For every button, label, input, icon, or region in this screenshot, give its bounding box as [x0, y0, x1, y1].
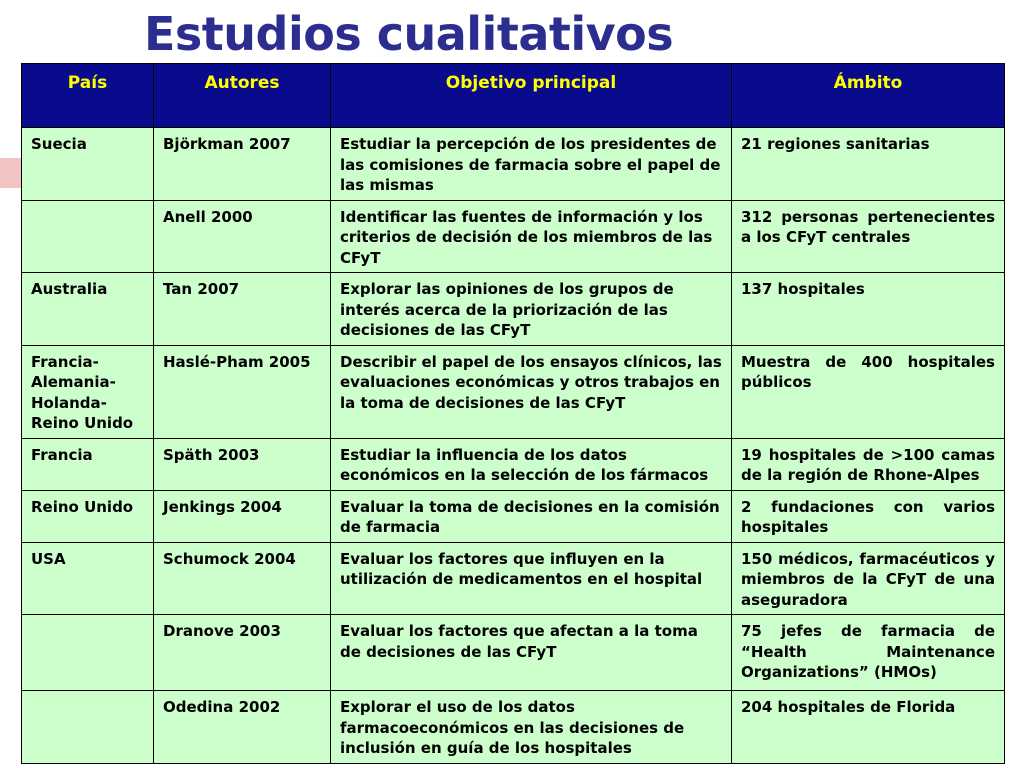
table-body [22, 128, 1005, 764]
cell-objetivo: Evaluar los factores que afectan a la toma de decisiones de las CFyT [331, 615, 732, 691]
studies-table [21, 63, 1005, 764]
cell-objetivo: Identificar las fuentes de información y los criterios de decisión de los miembros de las CFyT [331, 200, 732, 273]
cell-objetivo: Describir el papel de los ensayos clínicos, las evaluaciones económicas y otros trabajos en la toma de decisiones de las CFyT [331, 345, 732, 438]
cell-autores: Anell 2000 [154, 200, 331, 273]
cell-objetivo: Explorar las opiniones de los grupos de interés acerca de la priorización de las decisiones de las CFyT [331, 273, 732, 346]
header-objetivo: Objetivo principal [331, 64, 732, 128]
table-row [22, 273, 1005, 346]
cell-autores: Haslé-Pham 2005 [154, 345, 331, 438]
cell-autores: Björkman 2007 [154, 128, 331, 201]
cell-autores: Odedina 2002 [154, 691, 331, 764]
cell-ambito: 204 hospitales de Florida [732, 691, 1005, 764]
table-row [22, 542, 1005, 615]
cell-objetivo: Estudiar la influencia de los datos económicos en la selección de los fármacos [331, 438, 732, 490]
cell-ambito: 75 jefes de farmacia de “Health Maintenance Organizations” (HMOs) [732, 615, 1005, 691]
table-row [22, 691, 1005, 764]
cell-autores: Jenkings 2004 [154, 490, 331, 542]
cell-pais: Australia [22, 273, 154, 346]
cell-objetivo: Estudiar la percepción de los presidentes de las comisiones de farmacia sobre el papel de las mismas [331, 128, 732, 201]
table-row [22, 128, 1005, 201]
header-ambito: Ámbito [732, 64, 1005, 128]
cell-pais [22, 691, 154, 764]
cell-pais: USA [22, 542, 154, 615]
cell-autores: Tan 2007 [154, 273, 331, 346]
table-row [22, 345, 1005, 438]
cell-autores: Dranove 2003 [154, 615, 331, 691]
table-row [22, 438, 1005, 490]
cell-ambito: 21 regiones sanitarias [732, 128, 1005, 201]
cell-ambito: Muestra de 400 hospitales públicos [732, 345, 1005, 438]
table-header-row [22, 64, 1005, 128]
cell-pais [22, 200, 154, 273]
cell-ambito: 19 hospitales de >100 camas de la región de Rhone-Alpes [732, 438, 1005, 490]
header-pais: País [22, 64, 154, 128]
cell-pais: Francia [22, 438, 154, 490]
cell-objetivo: Evaluar los factores que influyen en la utilización de medicamentos en el hospital [331, 542, 732, 615]
cell-autores: Späth 2003 [154, 438, 331, 490]
cell-objetivo: Evaluar la toma de decisiones en la comisión de farmacia [331, 490, 732, 542]
cell-ambito: 137 hospitales [732, 273, 1005, 346]
table-row [22, 490, 1005, 542]
cell-pais: Francia-Alemania-Holanda-Reino Unido [22, 345, 154, 438]
cell-pais: Reino Unido [22, 490, 154, 542]
header-autores: Autores [154, 64, 331, 128]
table-row [22, 615, 1005, 691]
decorative-accent-mark [0, 158, 21, 188]
table-row [22, 200, 1005, 273]
cell-autores: Schumock 2004 [154, 542, 331, 615]
cell-ambito: 2 fundaciones con varios hospitales [732, 490, 1005, 542]
cell-pais [22, 615, 154, 691]
cell-ambito: 150 médicos, farmacéuticos y miembros de la CFyT de una aseguradora [732, 542, 1005, 615]
cell-ambito: 312 personas pertenecientes a los CFyT centrales [732, 200, 1005, 273]
cell-objetivo: Explorar el uso de los datos farmacoeconómicos en las decisiones de inclusión en guía de los hospitales [331, 691, 732, 764]
cell-pais: Suecia [22, 128, 154, 201]
page-title: Estudios cualitativos [144, 7, 674, 61]
